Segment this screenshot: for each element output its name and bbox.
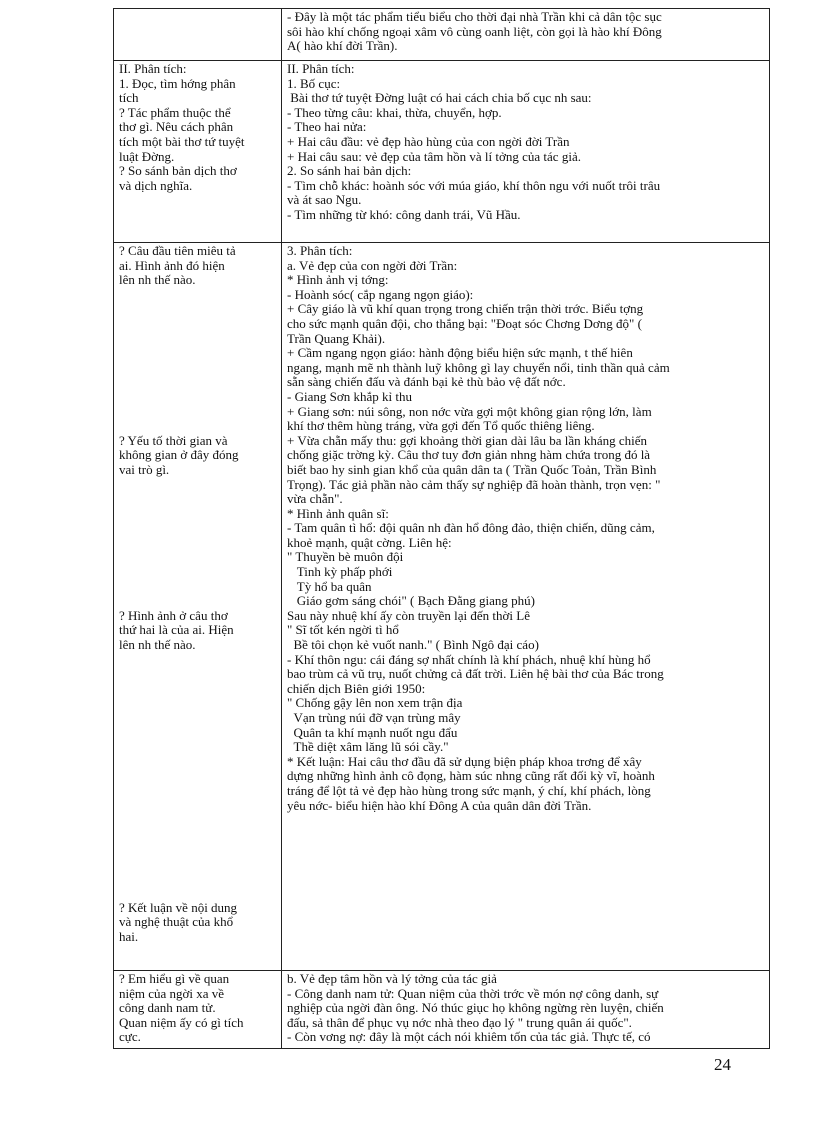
text-line: nghiệp của ngời đàn ông. Nó thúc giục họ không ngừng rèn luyện, chiến [287,1000,664,1016]
spacer [119,872,277,887]
spacer [119,682,277,697]
text-line: + Cây giáo là vũ khí quan trọng trong chiến trận thời trớc. Biểu tợng [287,301,644,317]
text-line: lên nh thế nào. [119,272,196,288]
spacer [119,361,277,376]
lesson-table [113,8,770,1049]
text-line: Quân ta khí mạnh nuốt ngu đẩu [287,724,458,740]
text-line: 1. Bố cục: [287,75,341,91]
page-number: 24 [714,1055,731,1074]
question-cell [114,243,282,971]
text-line: công danh nam tử. [119,1000,216,1016]
text-line: Thề diệt xâm lăng lũ sói cầy." [287,739,449,755]
text-line: khoẻ mạnh, quật cờng. Liên hệ: [287,534,452,550]
text-line: chiến dịch Biên giới 1950: [287,680,426,696]
text-line: chống giặc trờng kỳ. Câu thơ tuy đơn giản nhng hàm chứa trong đó là [287,447,651,463]
text-line: Vạn trùng núi đỡ vạn trùng mây [287,710,461,725]
spacer [119,405,277,420]
text-line: - Khí thôn ngu: cái đáng sợ nhất chính là khí phách, nhuệ khí hùng hổ [287,651,651,667]
text-line: Bài thơ tứ tuyệt Đờng luật có hai cách chia bố cục nh sau: [287,90,592,106]
text-line: " Chống gậy lên non xem trận địa [287,695,463,711]
spacer [119,667,277,682]
text-line: - Tìm những từ khó: công danh trái, Vũ Hầu. [287,206,521,222]
spacer [119,419,277,434]
text-line: thơ gì. Nêu cách phân [119,119,234,135]
text-line: + Cầm ngang ngọn giáo: hành động biểu hiện sức mạnh, t thế hiên [287,345,633,361]
table-row [114,61,770,243]
text-line: - Công danh nam tử: Quan niệm của thời trớc về món nợ công danh, sự [287,985,659,1001]
text-line: cực. [119,1029,141,1045]
text-line: A( hào khí đời Trần). [287,38,398,54]
answer-cell [282,243,770,971]
text-line: ? Tác phẩm thuộc thể [119,104,231,120]
spacer [119,478,277,493]
spacer [119,565,277,580]
table-row [114,9,770,61]
text-line: thứ hai là của ai. Hiện [119,622,234,638]
answer-cell [282,971,770,1049]
text-line: cho sức mạnh quân đội, cho thắng bại: "Đoạt sóc Chơng Dơng độ" ( [287,315,642,331]
text-line: và dịch nghĩa. [119,177,193,193]
spacer [119,711,277,726]
table-row [114,971,770,1049]
text-line: Giáo gơm sáng chói" ( Bạch Đằng giang phú) [287,593,535,609]
text-line: ? Kết luận về nội dung [119,899,238,915]
spacer [119,828,277,843]
text-line: sôi hào khí chống ngoại xâm vô cùng oanh liệt, còn gọi là hào khí Đông [287,23,662,39]
text-line: " Sĩ tốt kén ngời tì hổ [287,622,399,638]
text-line: ? Em hiểu gì về quan [119,971,230,986]
spacer [119,390,277,405]
question-cell [114,971,282,1049]
text-line: - Đây là một tác phẩm tiểu biểu cho thời đại nhà Trần khi cả dân tộc sục [287,9,662,24]
text-line: lên nh thế nào. [119,637,196,653]
spacer [119,288,277,303]
text-line: - Tìm chỗ khác: hoành sóc với múa giáo, khí thôn ngu với nuốt trôi trâu [287,177,661,193]
text-line: - Tam quân tì hổ: đội quân nh đàn hổ đông đảo, thiện chiến, dũng cảm, [287,520,655,536]
text-line: 3. Phân tích: [287,243,353,258]
spacer [119,740,277,755]
spacer [119,536,277,551]
spacer [119,842,277,857]
spacer [119,769,277,784]
spacer [119,302,277,317]
text-line: không gian ở đây đóng [119,447,239,463]
spacer [119,521,277,536]
text-line: + Hai câu đầu: vẻ đẹp hào hùng của con ngời đời Trần [287,133,570,149]
spacer [119,332,277,347]
answer-cell [282,61,770,243]
text-line: + Hai câu sau: vẻ đẹp của tâm hồn và lí tởng của tác giả. [287,148,581,164]
spacer [119,755,277,770]
spacer [119,696,277,711]
text-line: 2. So sánh hai bản dịch: [287,163,412,179]
text-line: + Vừa chẵn mấy thu: gợi khoảng thời gian dài lâu ba lần kháng chiến [287,432,648,448]
spacer [119,317,277,332]
text-line: và át sao Ngu. [287,192,362,208]
text-line: - Theo hai nửa: [287,119,367,135]
text-line: tích [119,90,139,106]
text-line: đấu, sả thân để phục vụ nớc nhà theo đạo lý " trung quân ái quốc". [287,1014,632,1030]
text-line: * Hình ảnh vị tớng: [287,272,389,288]
text-line: - Hoành sóc( cắp ngang ngọn giáo): [287,286,474,302]
text-line: b. Vẻ đẹp tâm hồn và lý tởng của tác giả [287,971,497,986]
spacer [119,726,277,741]
text-line: ? Hình ảnh ở câu thơ [119,607,228,623]
text-line: Tỳ hổ ba quân [287,578,372,594]
text-line: Quan niệm ấy có gì tích [119,1014,244,1030]
text-line: tích một bài thơ tứ tuyệt [119,133,245,149]
text-line: tráng để lột tả vẻ đẹp hào hùng trong sức mạnh, ý chí, khí phách, lòng [287,782,651,798]
spacer [119,580,277,595]
text-line: khí thơ thêm hùng tráng, vừa gợi đến Tổ quốc thiêng liêng. [287,418,595,434]
spacer [119,653,277,668]
text-line: Bề tôi chọn kẻ vuốt nanh." ( Bình Ngô đại cáo) [287,637,539,653]
text-line: ? So sánh bản dịch thơ [119,163,237,179]
text-line: yêu nớc- biểu hiện hào khí Đông A của quân dân đời Trần. [287,797,592,813]
text-line: - Còn vơng nợ: đây là một cách nói khiêm tốn của tác giả. Thực tế, có [287,1029,651,1045]
spacer [119,492,277,507]
text-line: luật Đờng. [119,148,175,164]
text-line: * Hình ảnh quân sĩ: [287,505,389,521]
text-line: + Giang sơn: núi sông, non nớc vừa gợi một không gian rộng lớn, làm [287,403,652,419]
text-line: niệm của ngời xa về [119,985,225,1001]
text-line: và nghệ thuật của khổ [119,914,234,930]
text-line: " Thuyền bè muôn đội [287,549,404,565]
spacer [119,857,277,872]
text-line: sẵn sàng chiến đấu và đánh bại kẻ thù bảo vệ đất nớc. [287,374,566,390]
spacer [119,813,277,828]
spacer [119,799,277,814]
text-line: * Kết luận: Hai câu thơ đầu đã sử dụng biện pháp khoa trơng để xây [287,753,642,769]
text-line: vừa chẵn". [287,491,343,507]
text-line: Trọng). Tác giả phần nào cảm thấy sự nghiệp đã hoàn thành, trọn vẹn: " [287,476,661,492]
text-line: dựng những hình ảnh cô đọng, hàm súc nhng cũng rất đối kỳ vĩ, hoành [287,768,655,784]
text-line: II. Phân tích: [287,61,355,76]
spacer [119,886,277,901]
text-line: ? Câu đầu tiên miêu tả [119,243,236,258]
text-line: hai. [119,928,139,944]
question-cell [114,9,282,61]
text-line: - Giang Sơn khắp kỉ thu [287,388,412,404]
spacer [119,346,277,361]
text-line: vai trò gì. [119,461,170,477]
answer-cell [282,9,770,61]
spacer [119,784,277,799]
spacer [119,550,277,565]
text-line: ngang, mạnh mẽ nh thành luỹ không gì lay chuyển nổi, tinh thần quả cảm [287,359,670,375]
text-line: Trần Quang Khải). [287,330,386,346]
table-row [114,243,770,971]
text-line: biết bao hy sinh gian khổ của quân dân ta ( Trần Quốc Toản, Trần Bình [287,461,657,477]
text-line: ? Yếu tố thời gian và [119,432,228,448]
text-line: a. Vẻ đẹp của con ngời đời Trần: [287,257,458,273]
text-line: - Theo từng câu: khai, thừa, chuyển, hợp. [287,104,502,120]
text-line: ai. Hình ảnh đó hiện [119,257,225,273]
text-line: Tinh kỳ phấp phới [287,564,393,580]
spacer [119,594,277,609]
question-cell [114,61,282,243]
text-line: bao trùm cả vũ trụ, nuốt chửng cả đất trời. Liên hệ bài thơ của Bác trong [287,666,664,682]
text-line: II. Phân tích: [119,61,187,76]
spacer [119,375,277,390]
text-line: Sau này nhuệ khí ấy còn truyền lại đến thời Lê [287,607,530,623]
spacer [119,507,277,522]
text-line: 1. Đọc, tìm hớng phân [119,75,236,91]
